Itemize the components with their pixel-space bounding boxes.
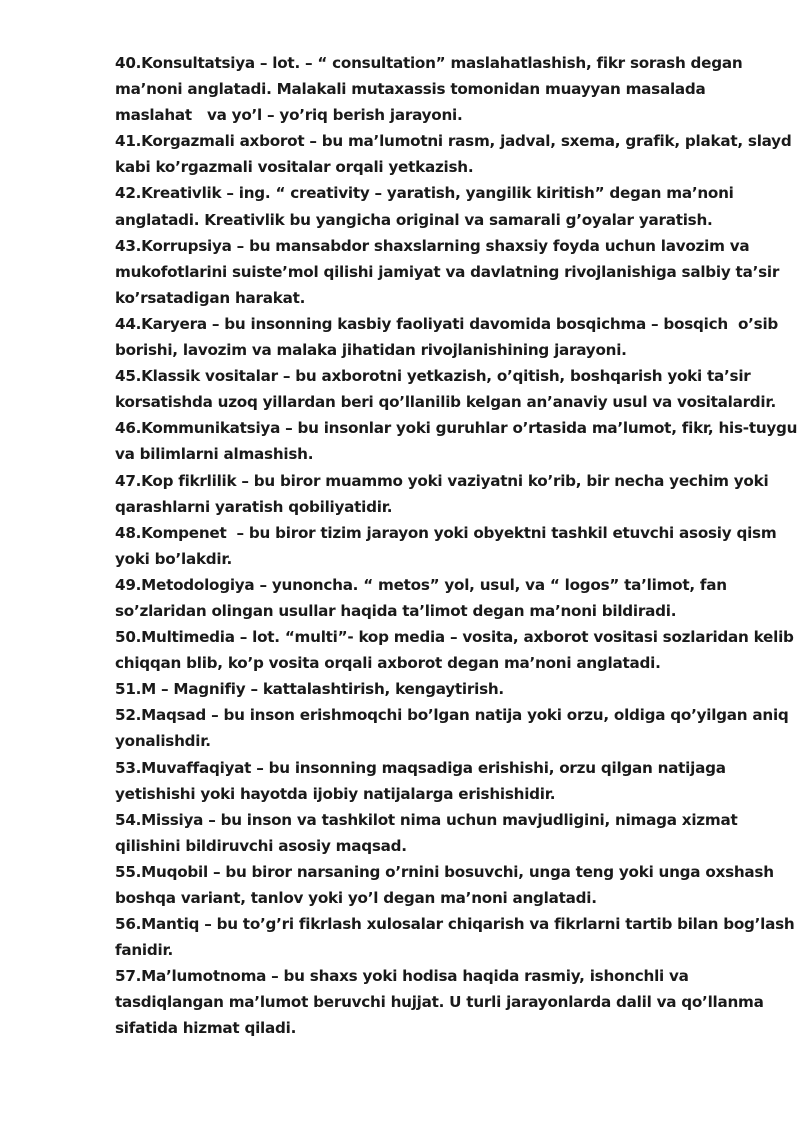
text-line: anglatadi. Kreativlik bu yangicha original va samarali g’oyalar yaratish. — [115, 210, 713, 229]
text-line: 56.Mantiq – bu to’g’ri fikrlash xulosalar chiqarish va fikrlarni tartib bilan bog’lash — [115, 915, 795, 934]
text-line: yoki bo’lakdir. — [115, 549, 232, 568]
text-line: 41.Korgazmali axborot – bu ma’lumotni rasm, jadval, sxema, grafik, plakat, slayd — [115, 132, 792, 151]
text-line: qilishini bildiruvchi asosiy maqsad. — [115, 836, 407, 855]
text-line: 57.Ma’lumotnoma – bu shaxs yoki hodisa haqida rasmiy, ishonchli va — [115, 967, 689, 986]
text-line: 55.Muqobil – bu biror narsaning o’rnini bosuvchi, unga teng yoki unga oxshash — [115, 862, 774, 881]
text-line: qarashlarni yaratish qobiliyatidir. — [115, 497, 393, 516]
text-line: so’zlaridan olingan usullar haqida ta’limot degan ma’noni bildiradi. — [115, 601, 677, 620]
text-line: boshqa variant, tanlov yoki yo’l degan ma’noni anglatadi. — [115, 889, 597, 907]
text-line: fanidir. — [115, 941, 174, 960]
text-line: yetishishi yoki hayotda ijobiy natijalarga erishishidir. — [115, 784, 556, 803]
text-line: 51.M – Magnifiy – kattalashtirish, kengaytirish. — [115, 680, 504, 699]
text-line: 53.Muvaffaqiyat – bu insonning maqsadiga erishishi, orzu qilgan natijaga — [115, 758, 726, 777]
text-line: 54.Missiya – bu inson va tashkilot nima uchun mavjudligini, nimaga xizmat — [115, 810, 738, 829]
text-line: 43.Korrupsiya – bu mansabdor shaxslarning shaxsiy foyda uchun lavozim va — [115, 236, 750, 255]
text-line: sifatida hizmat qiladi. — [115, 1019, 297, 1038]
text-line: ma’noni anglatadi. Malakali mutaxassis tomonidan muayyan masalada — [115, 80, 706, 99]
text-line: 45.Klassik vositalar – bu axborotni yetkazish, o’qitish, boshqarish yoki ta’sir — [115, 367, 751, 386]
text-line: 46.Kommunikatsiya – bu insonlar yoki guruhlar o’rtasida ma’lumot, fikr, his-tuygu — [115, 419, 798, 438]
text-line: borishi, lavozim va malaka jihatidan rivojlanishining jarayoni. — [115, 341, 627, 360]
text-line: 47.Kop fikrlilik – bu biror muammo yoki vaziyatni ko’rib, bir necha yechim yoki — [115, 471, 769, 490]
text-line: 44.Karyera – bu insonning kasbiy faoliyati davomida bosqichma – bosqich o’sib — [115, 314, 779, 333]
document-body — [115, 50, 798, 1042]
text-line: maslahat va yo’l – yo’riq berish jarayoni. — [115, 106, 463, 125]
text-line: 42.Kreativlik – ing. “ creativity – yaratish, yangilik kiritish” degan ma’noni — [115, 184, 734, 203]
text-line: tasdiqlangan ma’lumot beruvchi hujjat. U turli jarayonlarda dalil va qo’llanma — [115, 993, 764, 1012]
text-line: kabi ko’rgazmali vositalar orqali yetkazish. — [115, 158, 474, 177]
text-line: mukofotlarini suiste’mol qilishi jamiyat va davlatning rivojlanishiga salbiy ta’sir — [115, 262, 780, 281]
text-line: va bilimlarni almashish. — [115, 445, 314, 464]
text-line: chiqqan blib, ko’p vosita orqali axborot degan ma’noni anglatadi. — [115, 654, 661, 673]
text-line: 49.Metodologiya – yunoncha. “ metos” yol, usul, va “ logos” ta’limot, fan — [115, 575, 727, 594]
text-line: ko’rsatadigan harakat. — [115, 288, 306, 307]
text-line: korsatishda uzoq yillardan beri qo’llanilib kelgan an’anaviy usul va vositalardir. — [115, 393, 776, 412]
text-line: 50.Multimedia – lot. “multi”- kop media – vosita, axborot vositasi sozlaridan kelib — [115, 628, 794, 647]
text-line: 52.Maqsad – bu inson erishmoqchi bo’lgan natija yoki orzu, oldiga qo’yilgan aniq — [115, 706, 789, 725]
text-line: yonalishdir. — [115, 732, 211, 751]
text-line: 48.Kompenet – bu biror tizim jarayon yoki obyektni tashkil etuvchi asosiy qism — [115, 523, 777, 542]
text-line: 40.Konsultatsiya – lot. – “ consultation” maslahatlashish, fikr sorash degan — [115, 54, 743, 72]
